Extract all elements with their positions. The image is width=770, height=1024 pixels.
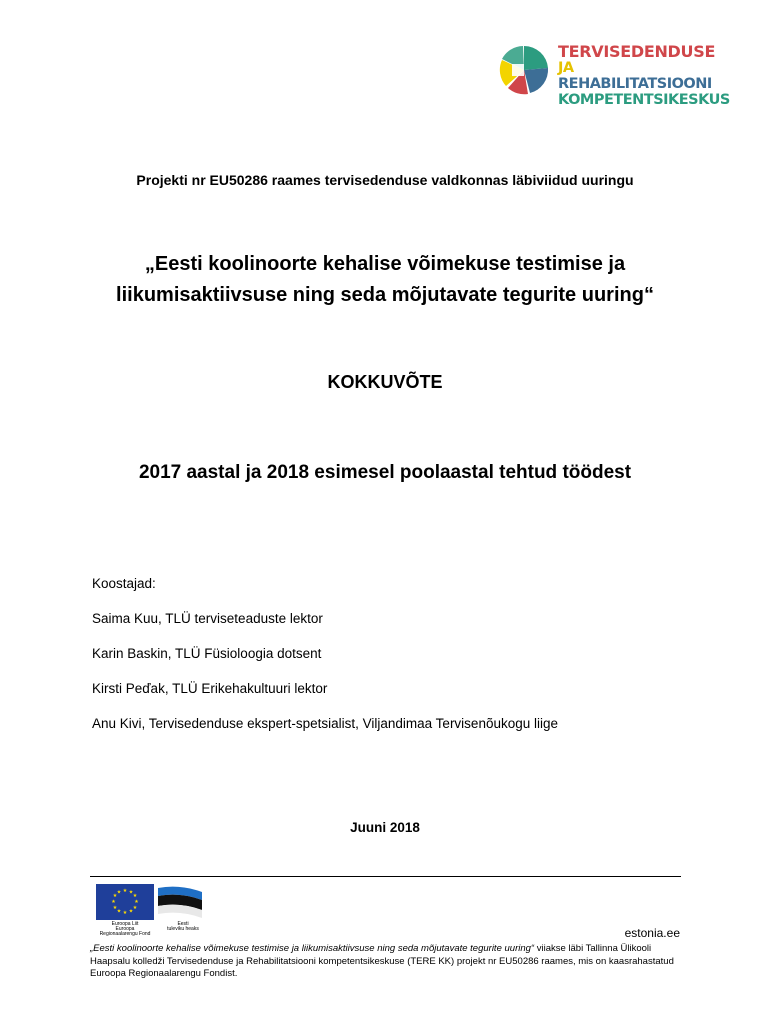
footnote-italic: „Eesti koolinoorte kehalise võimekuse testimise ja liikumisaktiivsuse ning seda mõjutavate tegurite uuring“	[90, 943, 535, 954]
svg-text:★: ★	[132, 893, 138, 899]
title-line-2: liikumisaktiivsuse ning seda mõjutavate tegurite uuring“	[116, 284, 654, 306]
eu-caption: Euroopa Liit Euroopa Regionaalarengu Fond	[99, 921, 151, 937]
project-subtitle: Projekti nr EU50286 raames tervisedenduse valdkonnas läbiviidud uuringu	[136, 172, 634, 188]
logo-line-2: JA REHABILITATSIOONI	[558, 60, 712, 92]
document-date: Juuni 2018	[350, 820, 420, 835]
svg-text:★: ★	[116, 889, 122, 896]
eu-flag-icon	[96, 884, 154, 920]
author-item: Kirsti Peďak, TLÜ Erikehakultuuri lektor	[92, 681, 328, 696]
svg-text:★: ★	[111, 899, 116, 905]
svg-text:★: ★	[132, 905, 138, 911]
estonia-flag-icon	[156, 884, 204, 924]
authors-section	[92, 576, 558, 751]
svg-text:★: ★	[122, 910, 128, 916]
period-heading: 2017 aastal ja 2018 esimesel poolaastal tehtud töödest	[138, 462, 632, 483]
logo-line-1: TERVISEDENDUSE	[558, 42, 716, 61]
title-line-1: „Eesti koolinoorte kehalise võimekuse testimise ja	[144, 253, 626, 275]
svg-text:★: ★	[128, 908, 134, 915]
logo-line-3: KOMPETENTSIKESKUS	[558, 92, 730, 108]
svg-text:★: ★	[128, 889, 134, 896]
estonia-caption: Eesti tuleviku heaks	[167, 921, 199, 932]
author-item: Anu Kivi, Tervisedenduse ekspert-spetsialist, Viljandimaa Tervisenõukogu liige	[92, 716, 559, 731]
footer-divider	[90, 876, 681, 877]
svg-text:★: ★	[112, 905, 118, 911]
author-item: Saima Kuu, TLÜ terviseteaduste lektor	[92, 611, 323, 626]
estonia-link[interactable]: estonia.ee	[624, 926, 680, 940]
summary-heading: KOKKUVÕTE	[327, 372, 443, 392]
svg-text:★: ★	[122, 888, 128, 894]
logo-circle-icon	[498, 44, 550, 96]
svg-text:★: ★	[116, 908, 122, 915]
svg-text:★: ★	[134, 899, 139, 905]
author-item: Karin Baskin, TLÜ Füsioloogia dotsent	[92, 646, 322, 661]
svg-text:★: ★	[112, 893, 118, 899]
document-title	[0, 249, 770, 311]
authors-label: Koostajad:	[92, 576, 156, 591]
footnote-text: viiakse läbi Tallinna Ülikooli Haapsalu kolledži Tervisedenduse ja Rehabilitatsiooni kompetentsikeskuse (TERE KK) projekt nr EU50286 raames, mis on kaasrahastatud Euroopa Regionaalarengu Fondist.	[90, 943, 674, 979]
footnote	[90, 943, 682, 981]
tere-kk-logo	[498, 42, 730, 108]
